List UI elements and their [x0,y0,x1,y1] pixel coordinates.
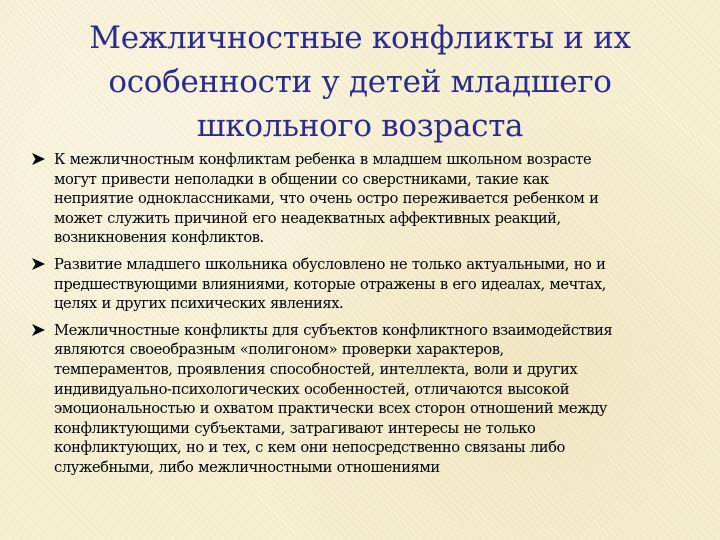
arrowhead-bullet-icon [32,258,45,270]
title-line: особенности у детей младшего [108,64,612,100]
bullet-list [32,150,694,485]
bullet-item [32,321,694,478]
bullet-text: Развитие младшего школьника обусловлено не только актуальными, но и предшествующими влияниями, которые отражены в его идеалах, мечтах, целях и других психических явлениях. [54,255,606,313]
arrowhead-bullet-icon [32,153,45,165]
bullet-item [32,150,694,248]
bullet-item [32,255,694,314]
title-line: школьного возраста [196,108,524,144]
bullet-text: Межличностные конфликты для субъектов конфликтного взаимодействия являются своеобразным «полигоном» проверки характеров, темпераментов, проявления способностей, интеллекта, воли и других индивидуально-психологических особенностей, отличаются высокой эмоциональностью и охватом практически всех сторон отношений между конфликтующими субъектами, затрагивают интересы не только конфликтующих, но и тех, с кем они непосредственно связаны либо служебными, либо межличностными отношениями [54,321,613,476]
arrowhead-bullet-icon [32,324,45,336]
title-line: Межличностные конфликты и их [89,20,631,56]
bullet-text: К межличностным конфликтам ребенка в младшем школьном возрасте могут привести неполадки в общении со сверстниками, такие как неприятие одноклассниками, что очень остро переживается ребенком и может служить причиной его неадекватных аффективных реакций, возникновения конфликтов. [54,151,599,247]
slide-title [60,16,660,148]
